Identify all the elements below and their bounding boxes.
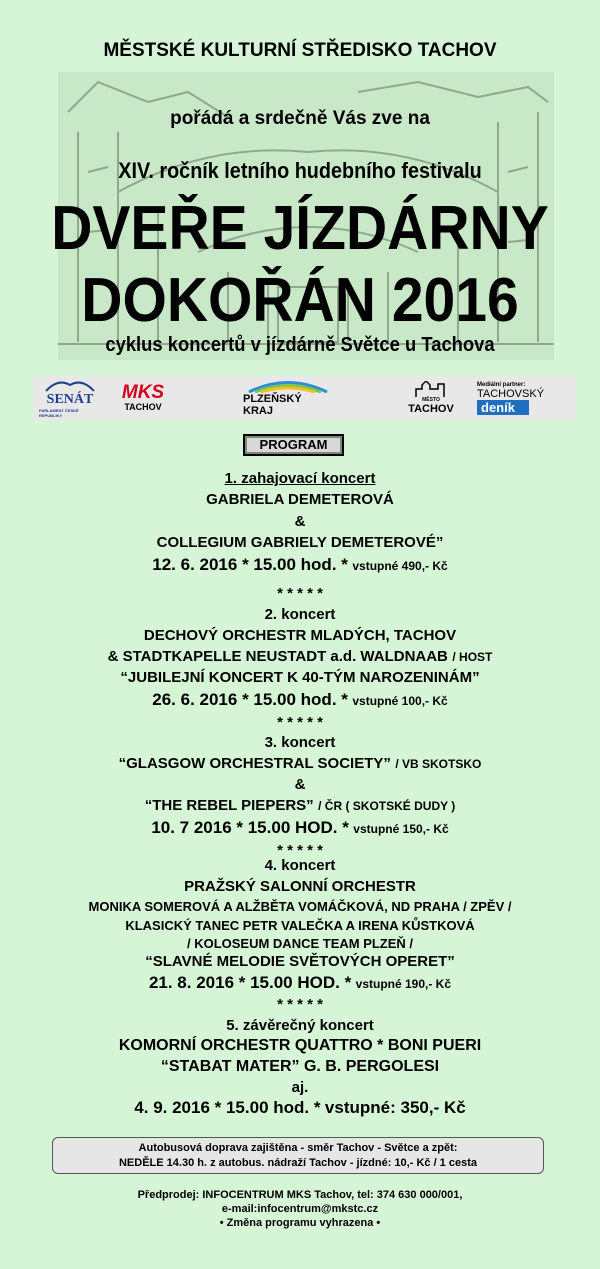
concert2-heading: 2. koncert bbox=[264, 606, 336, 623]
concert3-date: 10. 7 2016 * 15.00 HOD. * bbox=[151, 818, 349, 837]
senat-logo: SENÁT PARLAMENT ČESKÉ REPUBLIKY bbox=[39, 376, 101, 420]
castle-icon bbox=[414, 381, 448, 397]
concert1-line2: COLLEGIUM GABRIELY DEMETEROVÉ” bbox=[156, 534, 444, 551]
concert5-line3: aj. bbox=[291, 1079, 309, 1096]
sponsor-logos-bar bbox=[33, 376, 576, 420]
concert4-line3: KLASICKÝ TANEC PETR VALEČKA A IRENA KŮSTKOVÁ bbox=[125, 918, 475, 933]
concert5-line2: “STABAT MATER” G. B. PERGOLESI bbox=[160, 1058, 440, 1075]
concert1-heading: 1. zahajovací koncert bbox=[224, 470, 376, 487]
festival-title-line1: DVEŘE JÍZDÁRNY bbox=[51, 194, 549, 263]
footer-email: e-mail:infocentrum@mkstc.cz bbox=[221, 1203, 379, 1215]
concert4-price: vstupné 190,- Kč bbox=[355, 977, 452, 991]
bus-info-line2: NEDĚLE 14.30 h. z autobus. nádraží Tachov - jízdné: 10,- Kč / 1 cesta bbox=[118, 1157, 477, 1169]
concert3-line1-row bbox=[0, 755, 600, 773]
concert3-heading: 3. koncert bbox=[264, 734, 336, 751]
bus-info-line1: Autobusová doprava zajištěna - směr Tachov - Světce a zpět: bbox=[138, 1142, 458, 1154]
concert2-line2: & STADTKAPELLE NEUSTADT a.d. WALDNAAB bbox=[107, 648, 448, 665]
concert2-line2-row bbox=[0, 648, 600, 666]
separator-3: * * * * * bbox=[277, 842, 323, 859]
program-label-box bbox=[243, 434, 344, 456]
invite-text: pořádá a srdečně Vás zve na bbox=[170, 108, 430, 129]
mesto-tachov-logo: MĚSTO TACHOV bbox=[405, 376, 457, 420]
festival-subtitle: cyklus koncertů v jízdárně Světce u Tachova bbox=[105, 334, 495, 356]
concert3-line1: “GLASGOW ORCHESTRAL SOCIETY” bbox=[118, 755, 391, 772]
concert4-heading: 4. koncert bbox=[264, 857, 336, 874]
concert1-line1: GABRIELA DEMETEROVÁ bbox=[206, 491, 394, 508]
concert3-line1-note: / VB SKOTSKO bbox=[395, 757, 482, 771]
organizer-heading: MĚSTSKÉ KULTURNÍ STŘEDISKO TACHOV bbox=[103, 40, 497, 61]
edition-heading: XIV. ročník letního hudebního festivalu bbox=[118, 158, 482, 183]
concert4-line4: / KOLOSEUM DANCE TEAM PLZEŇ / bbox=[186, 936, 414, 951]
concert2-date-row bbox=[0, 690, 600, 710]
mks-logo: MKS TACHOV bbox=[121, 382, 165, 412]
bus-info-box bbox=[52, 1137, 544, 1174]
concert2-line3: “JUBILEJNÍ KONCERT K 40-TÝM NAROZENINÁM” bbox=[120, 669, 480, 686]
concert2-line1: DECHOVÝ ORCHESTR MLADÝCH, TACHOV bbox=[143, 627, 457, 644]
concert2-date: 26. 6. 2016 * 15.00 hod. * bbox=[152, 690, 348, 709]
concert2-line2-note: / HOST bbox=[452, 650, 493, 664]
concert5-date-row bbox=[0, 1098, 600, 1118]
concert3-date-row bbox=[0, 818, 600, 838]
separator-2: * * * * * bbox=[277, 714, 323, 731]
concert4-date: 21. 8. 2016 * 15.00 HOD. * bbox=[148, 973, 352, 992]
concert3-price: vstupné 150,- Kč bbox=[353, 822, 449, 836]
concert4-line2: MONIKA SOMEROVÁ A ALŽBĚTA VOMÁČKOVÁ, ND PRAHA / ZPĚV / bbox=[88, 899, 512, 914]
concert3-line2-row bbox=[0, 797, 600, 815]
concert5-heading: 5. závěrečný koncert bbox=[226, 1017, 374, 1034]
concert4-date-row bbox=[0, 973, 600, 993]
footer-line1: Předprodej: INFOCENTRUM MKS Tachov, tel: 374 630 000/001, bbox=[137, 1189, 463, 1201]
concert4-line1: PRAŽSKÝ SALONNÍ ORCHESTR bbox=[184, 878, 416, 895]
rainbow-icon bbox=[245, 379, 331, 393]
concert3-line2-note: / ČR ( SKOTSKÉ DUDY ) bbox=[318, 799, 456, 813]
tachovsky-denik-logo: Mediální partner: TACHOVSKÝ deník bbox=[477, 381, 545, 415]
separator-4: * * * * * bbox=[277, 996, 323, 1013]
festival-title-line2: DOKOŘÁN 2016 bbox=[81, 266, 519, 335]
concert4-line5: “SLAVNÉ MELODIE SVĚTOVÝCH OPERET” bbox=[145, 953, 455, 970]
separator-1: * * * * * bbox=[277, 585, 323, 602]
program-label: PROGRAM bbox=[247, 438, 340, 452]
concert3-amp: & bbox=[294, 776, 306, 793]
concert1-date: 12. 6. 2016 * 15.00 hod. * bbox=[152, 555, 348, 574]
concert1-amp: & bbox=[294, 513, 306, 530]
senat-emblem-icon bbox=[44, 378, 96, 392]
concert5-date: 4. 9. 2016 * 15.00 hod. * bbox=[134, 1098, 321, 1117]
concert2-price: vstupné 100,- Kč bbox=[352, 694, 448, 708]
concert1-price: vstupné 490,- Kč bbox=[352, 559, 448, 573]
concert5-price: vstupné: 350,- Kč bbox=[324, 1098, 466, 1117]
concert3-line2: “THE REBEL PIEPERS” bbox=[144, 797, 314, 814]
plzensky-kraj-logo: PLZEŇSKÝ KRAJ bbox=[243, 376, 333, 420]
footer-line3: • Změna programu vyhrazena • bbox=[219, 1217, 381, 1229]
concert1-date-row bbox=[0, 555, 600, 575]
concert5-line1: KOMORNÍ ORCHESTR QUATTRO * BONI PUERI bbox=[118, 1037, 482, 1054]
